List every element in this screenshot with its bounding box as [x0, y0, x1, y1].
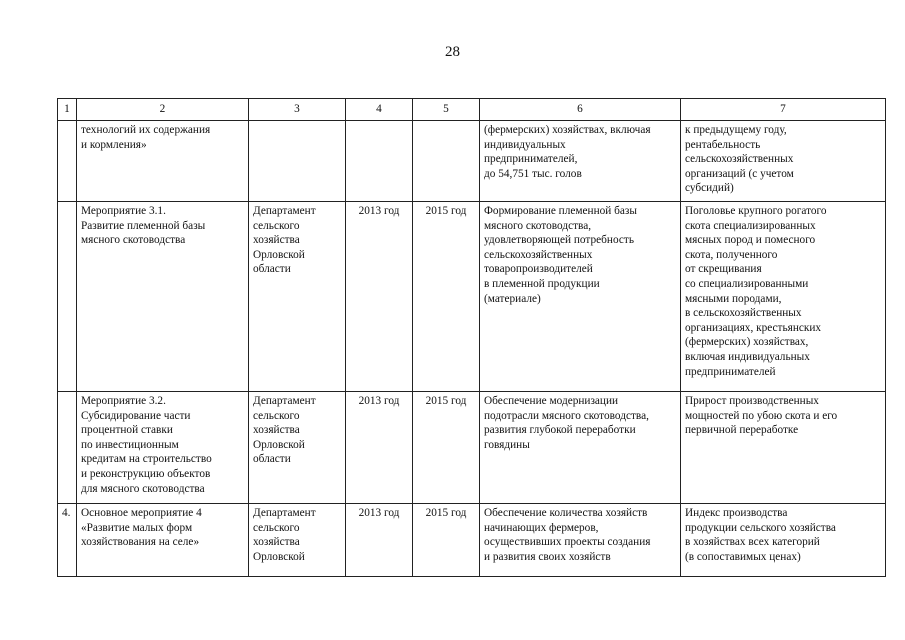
page-number: 28 [445, 44, 460, 60]
expected-result-cell: Обеспечение количества хозяйств начинающих фермеров, осуществивших проекты создания и развития своих хозяйств [480, 504, 681, 577]
table-row [58, 504, 886, 577]
measure-name-cell: Мероприятие 3.2. Субсидирование части процентной ставки по инвестиционным кредитам на строительство и реконструкцию объектов для мясного скотоводства [77, 392, 249, 504]
program-table [57, 98, 886, 577]
row-number-cell: 4. [58, 504, 77, 577]
table-header-row [58, 99, 886, 121]
row-number-cell [58, 392, 77, 504]
expected-result-cell: Обеспечение модернизации подотрасли мясного скотоводства, развития глубокой переработки говядины [480, 392, 681, 504]
end-year-cell: 2015 год [413, 202, 480, 392]
executor-cell: Департамент сельского хозяйства Орловской [249, 504, 346, 577]
header-cell: 2 [77, 99, 249, 121]
header-cell: 1 [58, 99, 77, 121]
row-number-cell [58, 121, 77, 202]
executor-cell: Департамент сельского хозяйства Орловской области [249, 392, 346, 504]
indicator-cell: Индекс производства продукции сельского хозяйства в хозяйствах всех категорий (в сопоставимых ценах) [681, 504, 886, 577]
start-year-cell: 2013 год [346, 504, 413, 577]
header-cell: 5 [413, 99, 480, 121]
start-year-cell [346, 121, 413, 202]
table-row [58, 392, 886, 504]
expected-result-cell: (фермерских) хозяйствах, включая индивидуальных предпринимателей, до 54,751 тыс. голов [480, 121, 681, 202]
table-row [58, 121, 886, 202]
end-year-cell: 2015 год [413, 504, 480, 577]
indicator-cell: Поголовье крупного рогатого скота специализированных мясных пород и помесного скота, полученного от скрещивания со специализированными мясными породами, в сельскохозяйственных организациях, крестьянских (фермерских) хозяйствах, включая индивидуальных предпринимателей [681, 202, 886, 392]
header-cell: 3 [249, 99, 346, 121]
measure-name-cell: Мероприятие 3.1. Развитие племенной базы мясного скотоводства [77, 202, 249, 392]
executor-cell: Департамент сельского хозяйства Орловской области [249, 202, 346, 392]
indicator-cell: Прирост производственных мощностей по убою скота и его первичной переработке [681, 392, 886, 504]
measure-name-cell: Основное мероприятие 4 «Развитие малых форм хозяйствования на селе» [77, 504, 249, 577]
header-cell: 7 [681, 99, 886, 121]
header-cell: 4 [346, 99, 413, 121]
indicator-cell: к предыдущему году, рентабельность сельскохозяйственных организаций (с учетом субсидий) [681, 121, 886, 202]
start-year-cell: 2013 год [346, 392, 413, 504]
expected-result-cell: Формирование племенной базы мясного скотоводства, удовлетворяющей потребность сельскохозяйственных товаропроизводителей в племенной продукции (материале) [480, 202, 681, 392]
end-year-cell: 2015 год [413, 392, 480, 504]
header-cell: 6 [480, 99, 681, 121]
row-number-cell [58, 202, 77, 392]
end-year-cell [413, 121, 480, 202]
table-row [58, 202, 886, 392]
measure-name-cell: технологий их содержания и кормления» [77, 121, 249, 202]
executor-cell [249, 121, 346, 202]
start-year-cell: 2013 год [346, 202, 413, 392]
